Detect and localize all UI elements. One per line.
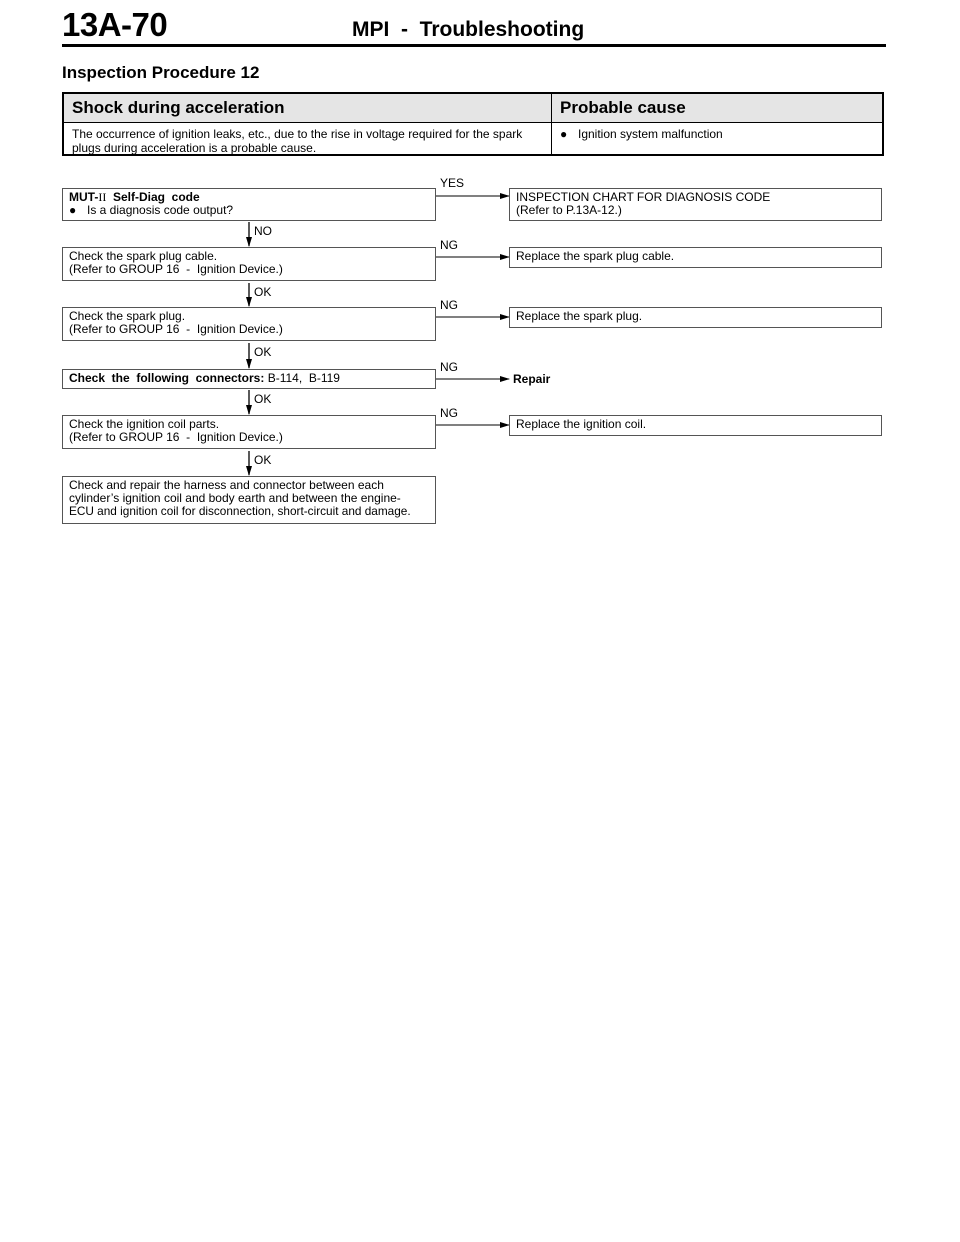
page-header-title: MPI - Troubleshooting bbox=[352, 18, 585, 41]
ng-label-5: NG bbox=[440, 406, 458, 420]
connectors-check-label: Check the following connectors: bbox=[69, 371, 265, 385]
diagnosis-chart-line1: INSPECTION CHART FOR DIAGNOSIS CODE bbox=[516, 190, 771, 204]
step-connectors-box bbox=[62, 369, 436, 389]
replace-cable-box: Replace the spark plug cable. bbox=[509, 247, 882, 268]
selfdiag-title-suffix: Self-Diag code bbox=[106, 190, 200, 204]
harness-repair-line1: Check and repair the harness and connector between each bbox=[69, 478, 384, 492]
step-spark-plug-box bbox=[62, 307, 436, 341]
selfdiag-title-prefix: MUT- bbox=[69, 190, 99, 204]
step-ignition-coil-box bbox=[62, 415, 436, 449]
selfdiag-title-roman: II bbox=[98, 190, 107, 204]
connectors-list: B-114, B-119 bbox=[264, 371, 340, 385]
harness-repair-line2: cylinder’s ignition coil and body earth and between the engine- bbox=[69, 491, 401, 505]
diagnosis-chart-line2: (Refer to P.13A-12.) bbox=[516, 203, 622, 217]
section-title: Inspection Procedure 12 bbox=[62, 63, 260, 82]
step-harness-repair-box bbox=[62, 476, 436, 524]
ng-label-3: NG bbox=[440, 298, 458, 312]
harness-repair-line3: ECU and ignition coil for disconnection, short-circuit and damage. bbox=[69, 504, 411, 518]
step-spark-plug-cable-box bbox=[62, 247, 436, 281]
ok-label-5: OK bbox=[254, 453, 272, 467]
yes-label: YES bbox=[440, 176, 465, 190]
replace-ignition-coil-box: Replace the ignition coil. bbox=[509, 415, 882, 436]
no-label: NO bbox=[254, 224, 272, 238]
ignition-coil-line1: Check the ignition coil parts. bbox=[69, 417, 220, 431]
selfdiag-question: Is a diagnosis code output? bbox=[87, 203, 234, 217]
ng-label-2: NG bbox=[440, 238, 458, 252]
ng-label-4: NG bbox=[440, 360, 458, 374]
replace-spark-plug-box: Replace the spark plug. bbox=[509, 307, 882, 328]
symptom-header: Shock during acceleration bbox=[72, 98, 285, 117]
spark-plug-line2: (Refer to GROUP 16 - Ignition Device.) bbox=[69, 322, 283, 336]
ok-label-3: OK bbox=[254, 345, 272, 359]
bullet-icon: ● bbox=[69, 203, 77, 217]
repair-action: Repair bbox=[513, 372, 551, 386]
step-selfdiag-box bbox=[62, 188, 436, 221]
spark-plug-line1: Check the spark plug. bbox=[69, 309, 186, 323]
ok-label-4: OK bbox=[254, 392, 272, 406]
spark-plug-cable-line2: (Refer to GROUP 16 - Ignition Device.) bbox=[69, 262, 283, 276]
diagnosis-chart-box bbox=[509, 188, 882, 221]
symptom-description: The occurrence of ignition leaks, etc., due to the rise in voltage required for the spark plugs during acceleration is a probable cause. bbox=[72, 127, 523, 155]
probable-cause-header: Probable cause bbox=[560, 98, 686, 117]
bullet-icon: ● bbox=[560, 127, 568, 141]
ok-label-2: OK bbox=[254, 285, 272, 299]
selfdiag-question-item bbox=[69, 204, 429, 217]
page-number: 13A-70 bbox=[62, 6, 168, 43]
spark-plug-cable-line1: Check the spark plug cable. bbox=[69, 249, 218, 263]
probable-cause-text: Ignition system malfunction bbox=[578, 127, 723, 141]
ignition-coil-line2: (Refer to GROUP 16 - Ignition Device.) bbox=[69, 430, 283, 444]
